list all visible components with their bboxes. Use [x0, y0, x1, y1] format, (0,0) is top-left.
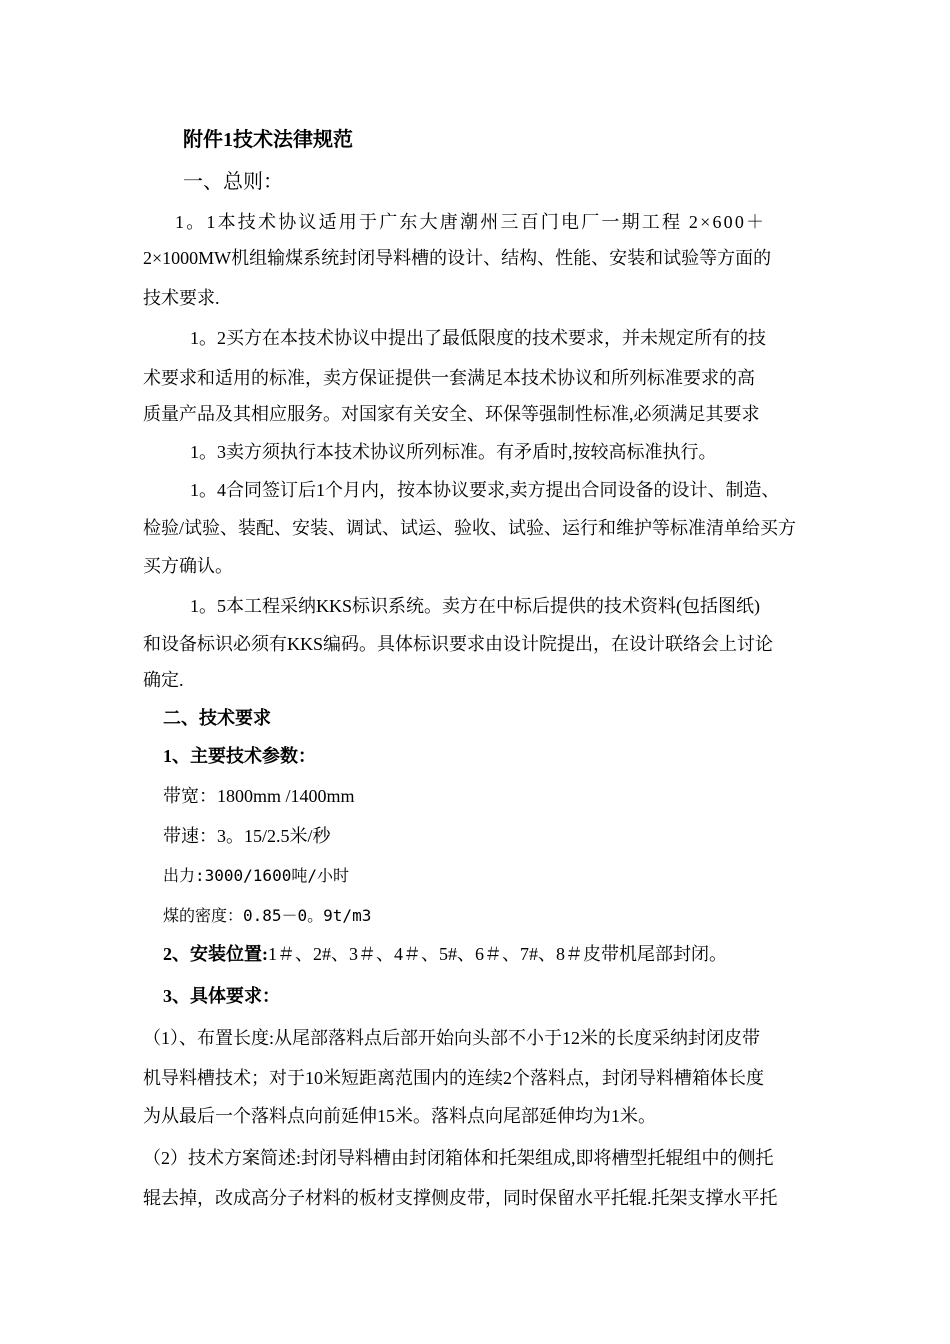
- paragraph-line: 术要求和适用的标准，卖方保证提供一套满足本技术协议和所列标准要求的高: [143, 368, 755, 388]
- paragraph-line: 买方确认。: [143, 556, 233, 576]
- paragraph-line: 1。1本技术协议适用于广东大唐潮州三百门电厂一期工程 2×600＋: [175, 212, 767, 232]
- subsection-heading-params: 1、主要技术参数：: [163, 746, 316, 766]
- param-output: 出力:3000/1600吨/小时: [163, 866, 349, 885]
- install-location: [163, 942, 727, 966]
- paragraph-line: 为从最后一个落料点向前延伸15米。落料点向尾部延伸均为1米。: [143, 1106, 656, 1126]
- param-coal-density: 煤的密度：0.85－0。9t/m3: [163, 906, 372, 925]
- paragraph-line: 机导料槽技术；对于10米短距离范围内的连续2个落料点，封闭导料槽箱体长度: [143, 1068, 764, 1088]
- paragraph-line: 质量产品及其相应服务。对国家有关安全、环保等强制性标准,必须满足其要求: [143, 404, 760, 424]
- param-belt-speed: 带速：3。15/2.5米/秒: [163, 826, 331, 846]
- paragraph-line: 2×1000MW机组输煤系统封闭导料槽的设计、结构、性能、安装和试验等方面的: [143, 248, 772, 268]
- section-heading-general: 一、总则：: [183, 171, 283, 193]
- paragraph-line: 确定.: [143, 670, 184, 690]
- paragraph-line: （1）、布置长度:从尾部落料点后部开始向头部不小于12米的长度采纳封闭皮带: [143, 1028, 760, 1048]
- document-title: 附件1技术法律规范: [183, 129, 353, 151]
- paragraph-line: 技术要求.: [143, 288, 220, 308]
- install-location-text: 1＃、2#、3＃、4＃、5#、6＃、7#、8＃皮带机尾部封闭。: [268, 944, 727, 964]
- install-location-label: 2、安装位置:: [163, 944, 268, 964]
- paragraph-line: 1。4合同签订后1个月内，按本协议要求,卖方提出合同设备的设计、制造、: [190, 480, 780, 500]
- paragraph-line: （2）技术方案简述:封闭导料槽由封闭箱体和托架组成,即将槽型托辊组中的侧托: [143, 1148, 774, 1168]
- paragraph-line: 和设备标识必须有KKS编码。具体标识要求由设计院提出，在设计联络会上讨论: [143, 634, 774, 654]
- subsection-heading-requirements: 3、具体要求：: [163, 986, 280, 1006]
- paragraph-line: 辊去掉，改成高分子材料的板材支撑侧皮带，同时保留水平托辊.托架支撑水平托: [143, 1188, 778, 1208]
- param-belt-width: 带宽：1800mm /1400mm: [163, 786, 355, 806]
- section-heading-tech: 二、技术要求: [163, 708, 271, 728]
- paragraph-line: 检验/试验、装配、安装、调试、试运、验收、试验、运行和维护等标准清单给买方: [143, 518, 796, 538]
- paragraph-line: 1。2买方在本技术协议中提出了最低限度的技术要求，并未规定所有的技: [190, 328, 766, 348]
- paragraph-line: 1。3卖方须执行本技术协议所列标准。有矛盾时,按较高标准执行。: [190, 442, 717, 462]
- paragraph-line: 1。5本工程采纳KKS标识系统。卖方在中标后提供的技术资料(包括图纸): [190, 596, 760, 616]
